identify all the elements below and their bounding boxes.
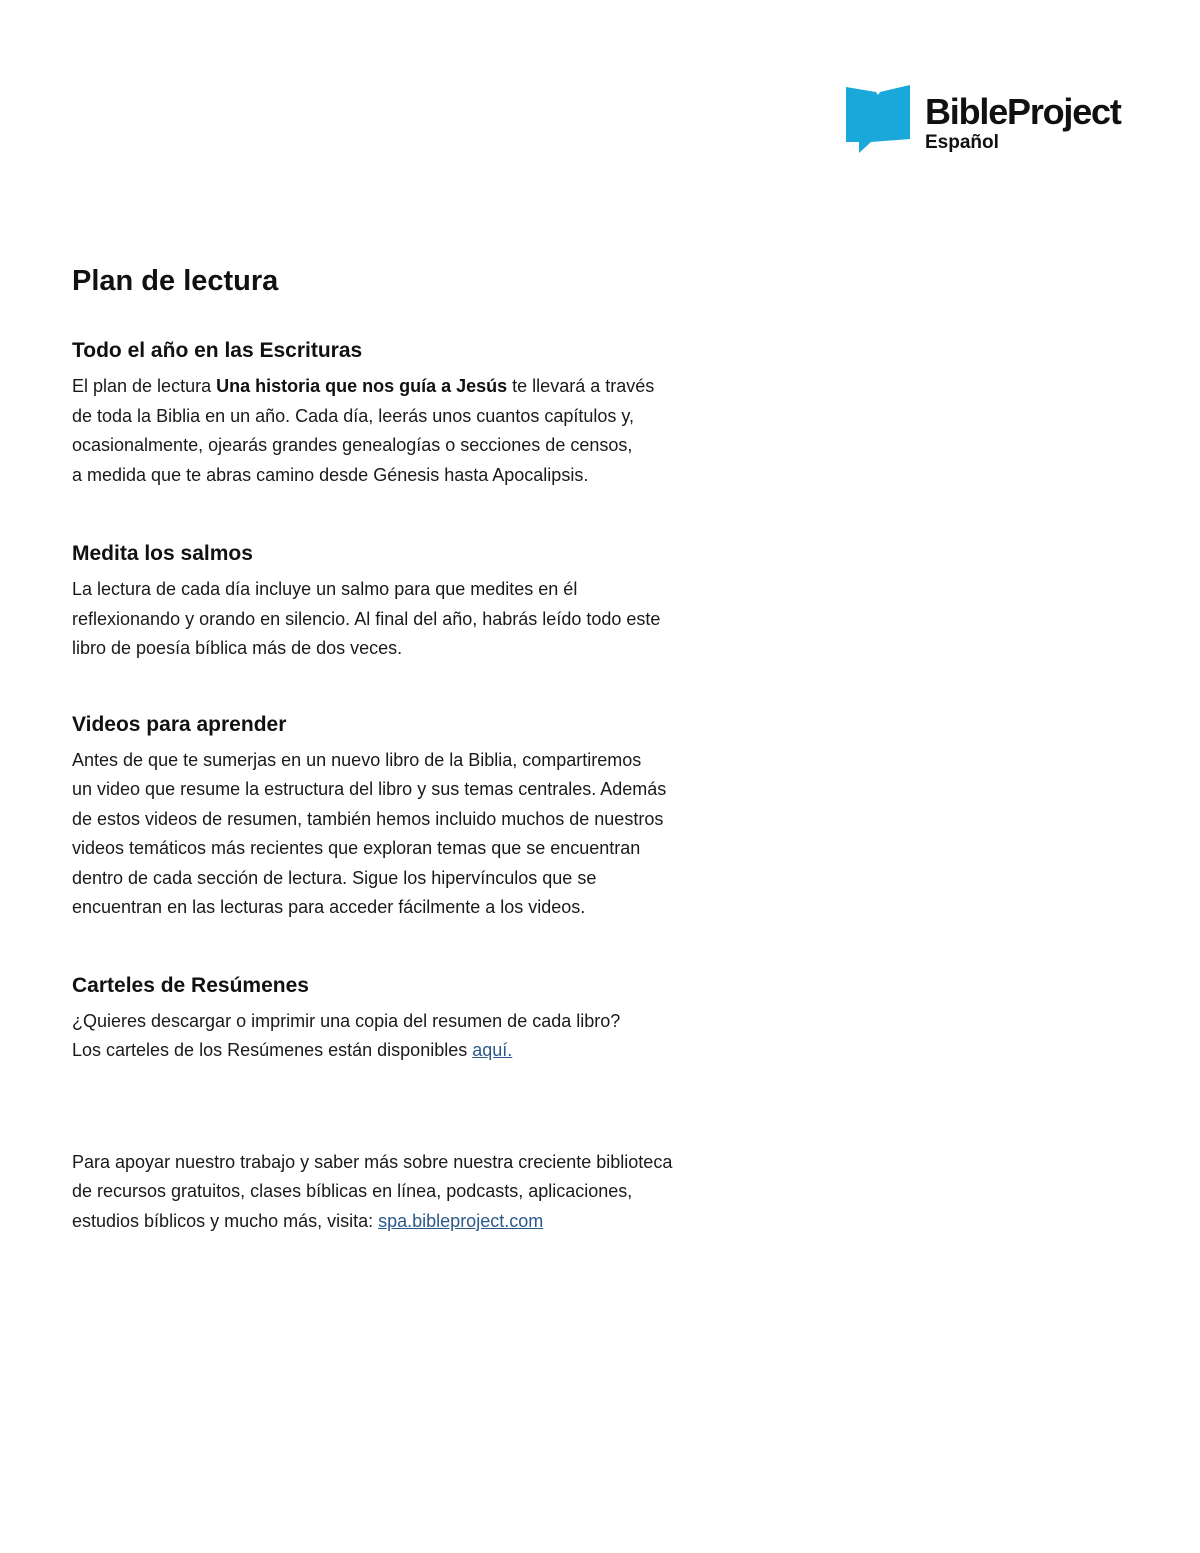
section-medita-salmos bbox=[72, 539, 792, 664]
body-line: Para apoyar nuestro trabajo y saber más sobre nuestra creciente biblioteca bbox=[72, 1151, 673, 1172]
footer-body bbox=[72, 1148, 792, 1237]
logo-subtitle: Español bbox=[925, 132, 999, 153]
body-line: encuentran en las lecturas para acceder fácilmente a los videos. bbox=[72, 897, 586, 917]
section-body bbox=[72, 1007, 792, 1066]
body-line: a medida que te abras camino desde Génesis hasta Apocalipsis. bbox=[72, 464, 589, 485]
section-heading: Videos para aprender bbox=[72, 712, 287, 736]
section-heading: Carteles de Resúmenes bbox=[72, 973, 309, 997]
body-line: de estos videos de resumen, también hemos incluido muchos de nuestros bbox=[72, 808, 664, 829]
bibleproject-logo bbox=[845, 84, 1121, 154]
body-line: de recursos gratuitos, clases bíblicas en línea, podcasts, aplicaciones, bbox=[72, 1181, 633, 1201]
body-line: dentro de cada sección de lectura. Sigue los hipervínculos que se bbox=[72, 867, 597, 888]
body-line: estudios bíblicos y mucho más, visita: spa.bibleproject.com bbox=[72, 1210, 544, 1231]
body-line: reflexionando y orando en silencio. Al final del año, habrás leído todo este bbox=[72, 608, 661, 629]
body-line: Antes de que te sumerjas en un nuevo libro de la Biblia, compartiremos bbox=[72, 749, 642, 770]
section-videos bbox=[72, 710, 792, 923]
page-title: Plan de lectura bbox=[72, 265, 279, 297]
posters-link[interactable]: aquí. bbox=[472, 1040, 513, 1060]
website-link[interactable]: spa.bibleproject.com bbox=[378, 1210, 544, 1231]
section-body bbox=[72, 575, 792, 664]
footer-support bbox=[72, 1148, 792, 1237]
body-line: videos temáticos más recientes que exploran temas que se encuentran bbox=[72, 838, 641, 858]
body-line: ocasionalmente, ojearás grandes genealogías o secciones de censos, bbox=[72, 435, 633, 455]
body-line: ¿Quieres descargar o imprimir una copia del resumen de cada libro? bbox=[72, 1010, 621, 1031]
section-todo-el-ano bbox=[72, 336, 792, 490]
plan-name: Una historia que nos guía a Jesús bbox=[216, 376, 508, 396]
body-line: un video que resume la estructura del libro y sus temas centrales. Además bbox=[72, 779, 667, 799]
section-heading: Medita los salmos bbox=[72, 542, 253, 565]
body-line: La lectura de cada día incluye un salmo para que medites en él bbox=[72, 579, 578, 599]
document-content bbox=[72, 262, 792, 1236]
section-heading: Todo el año en las Escrituras bbox=[72, 339, 363, 362]
book-logo-icon bbox=[845, 84, 911, 154]
body-line: Los carteles de los Resúmenes están disponibles aquí. bbox=[72, 1040, 513, 1060]
section-body bbox=[72, 372, 792, 490]
body-line: El plan de lectura Una historia que nos guía a Jesús te llevará a través bbox=[72, 376, 655, 396]
logo-name: BibleProject bbox=[925, 91, 1121, 132]
section-carteles bbox=[72, 971, 792, 1066]
body-line: libro de poesía bíblica más de dos veces. bbox=[72, 638, 403, 658]
body-line: de toda la Biblia en un año. Cada día, leerás unos cuantos capítulos y, bbox=[72, 405, 635, 426]
section-body bbox=[72, 746, 792, 923]
